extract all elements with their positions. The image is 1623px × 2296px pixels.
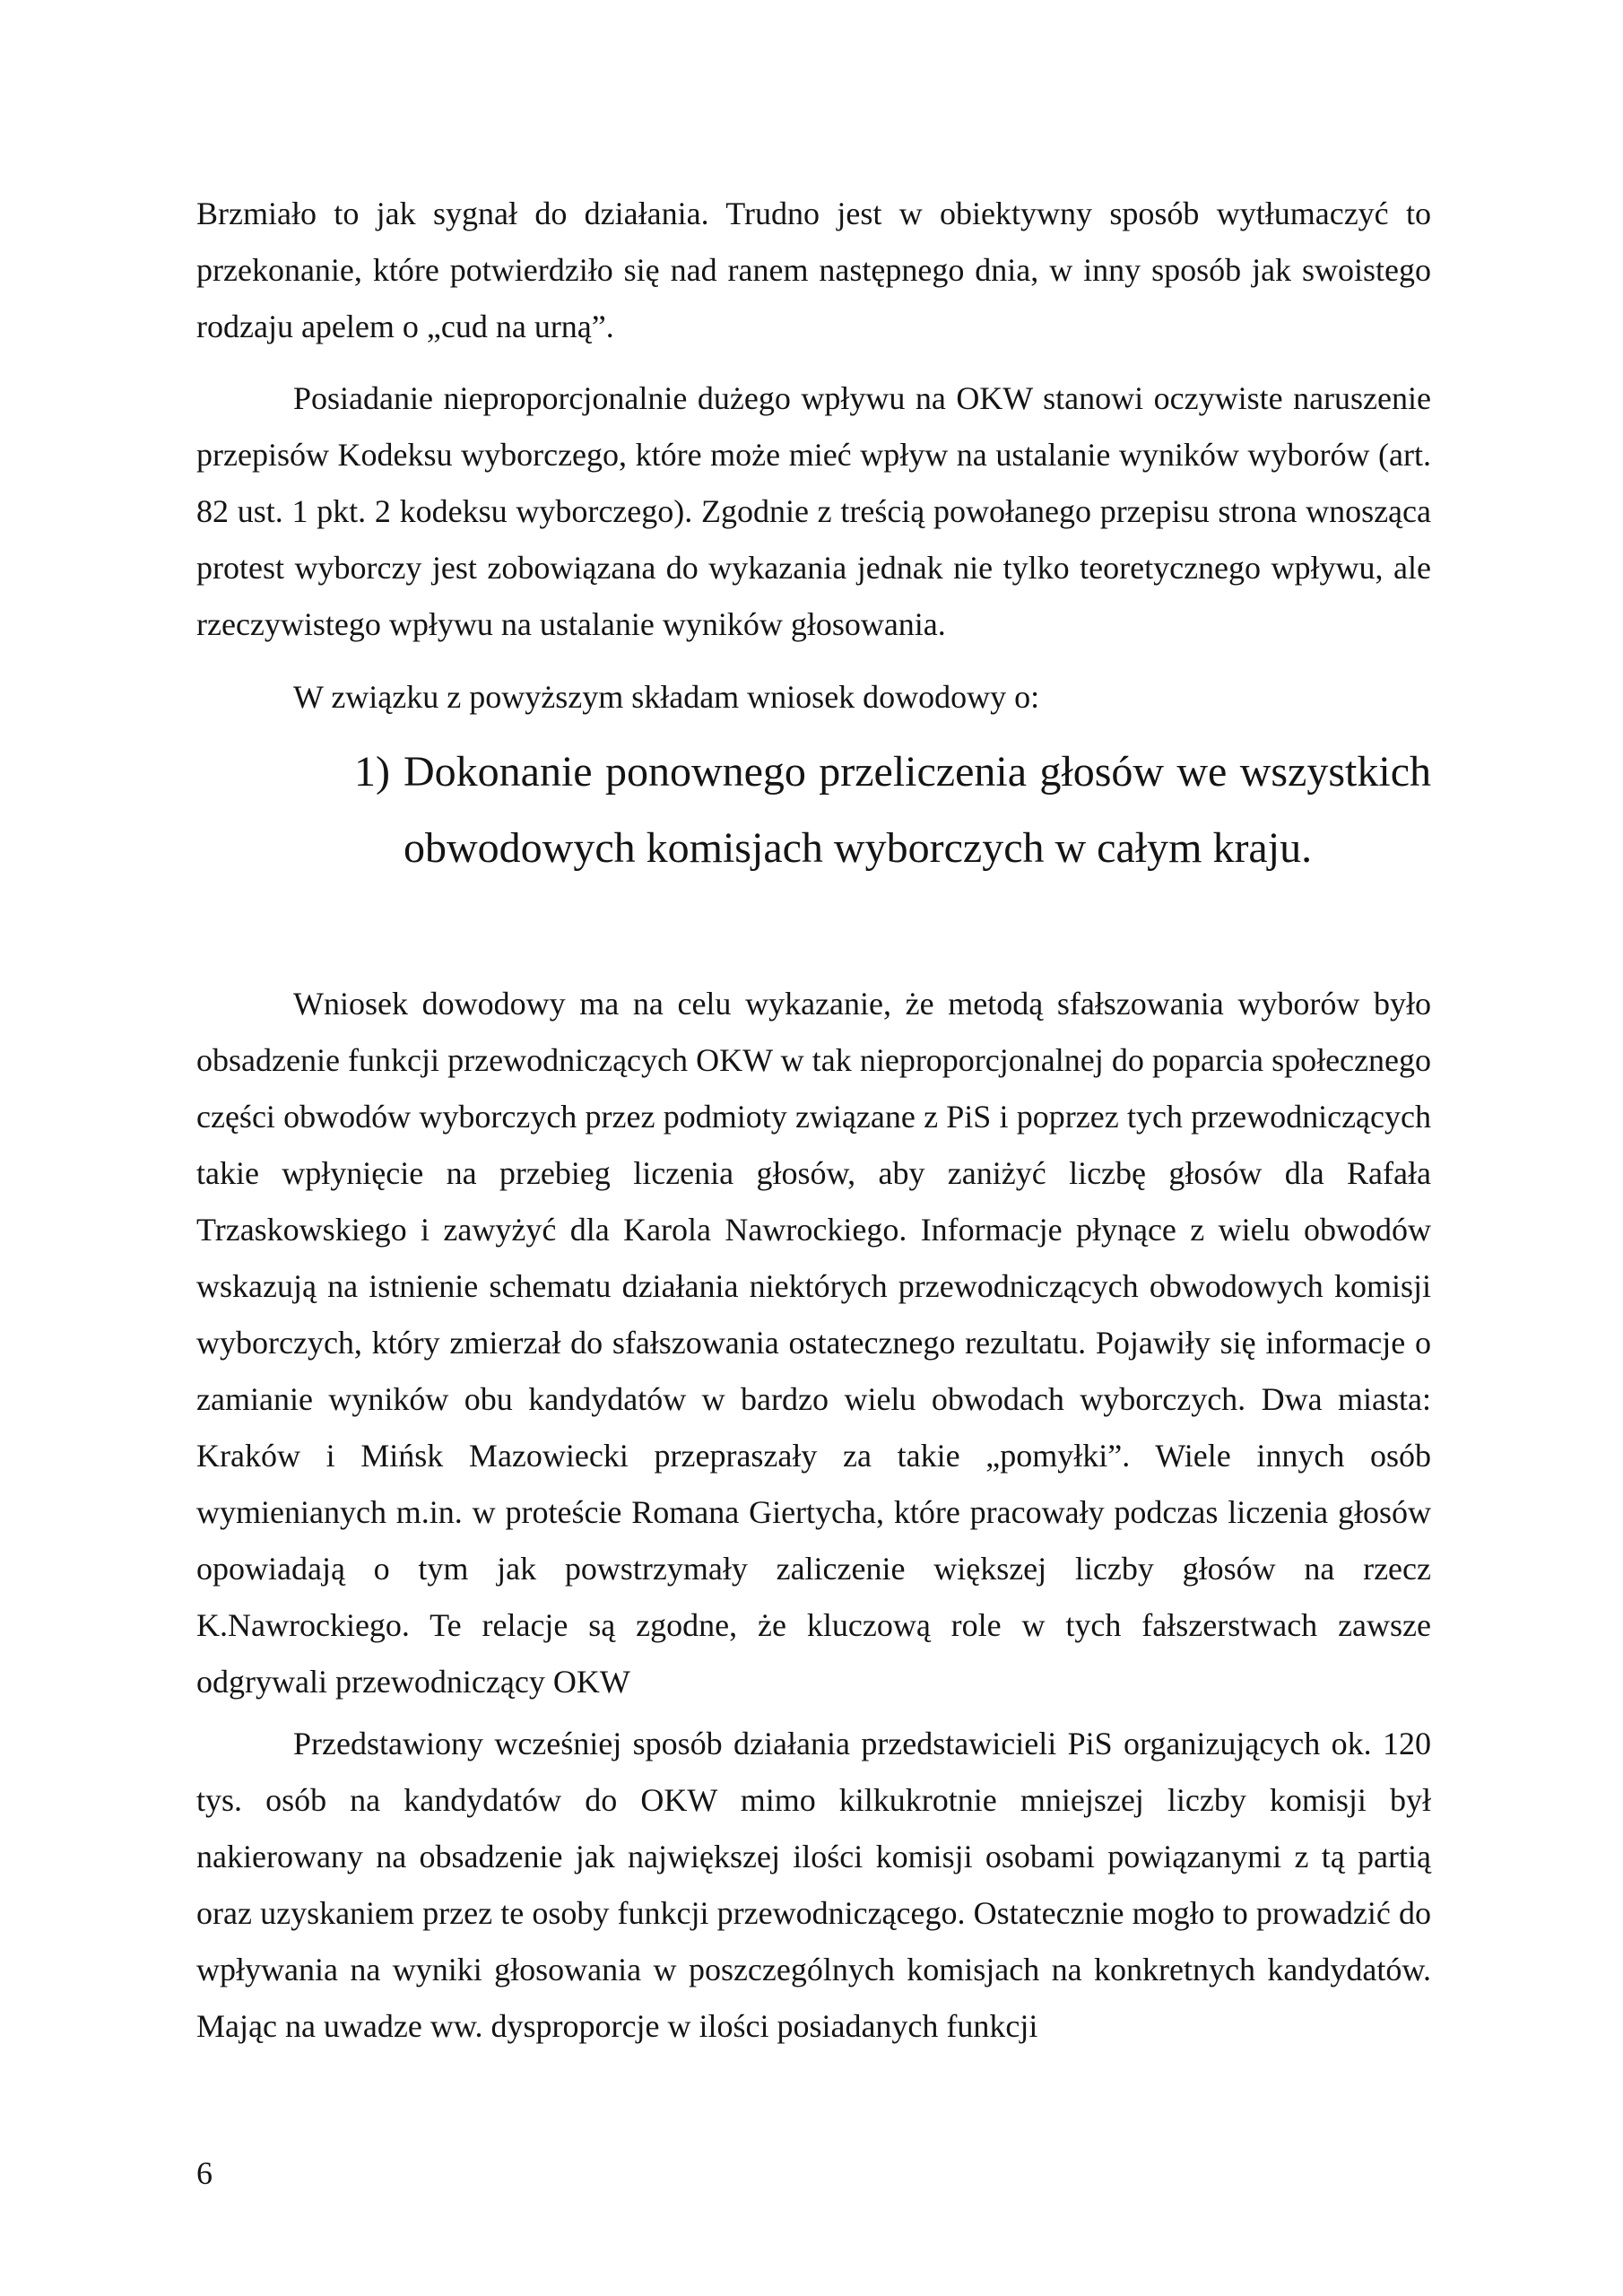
list-item-recount [354, 734, 1431, 886]
paragraph-text: Wniosek dowodowy ma na celu wykazanie, że metodą sfałszowania wyborów było obsadzenie funkcji przewodniczących OKW w tak nieproporcjonalnej do poparcia społecznego części obwodów wyborczych przez podmioty związane z PiS i poprzez tych przewodniczących takie wpłynięcie na przebieg liczenia głosów, aby zaniżyć liczbę głosów dla Rafała Trzaskowskiego i zawyżyć dla Karola Nawrockiego. Informacje płynące z wielu obwodów wskazują na istnienie schematu działania niektórych przewodniczących obwodowych komisji wyborczych, który zmierzał do sfałszowania ostatecznego rezultatu. Pojawiły się informacje o zamianie wyników obu kandydatów w bardzo wielu obwodach wyborczych. Dwa miasta: Kraków i Mińsk Mazowiecki przepraszały za takie „pomyłki”. Wiele innych osób wymienianych m.in. w proteście Romana Giertycha, które pracowały podczas liczenia głosów opowiadają o tym jak powstrzymały zaliczenie większej liczby głosów na rzecz K.Nawrockiego. Te relacje są zgodne, że kluczową role w tych fałszerstwach zawsze odgrywali przewodniczący OKW [196, 986, 1431, 1700]
paragraph-okw-influence [196, 370, 1431, 653]
paragraph-pis-method [196, 1716, 1431, 2055]
paragraph-motion-intro [196, 669, 1431, 726]
paragraph-motion-purpose [196, 976, 1431, 1710]
list-item-text: Dokonanie ponownego przeliczenia głosów we wszystkich obwodowych komisjach wyborczych w całym kraju. [404, 748, 1431, 872]
paragraph-text: W związku z powyższym składam wniosek dowodowy o: [293, 679, 1040, 715]
page-number: 6 [196, 2155, 213, 2191]
paragraph-intro [196, 186, 1431, 355]
paragraph-text: Posiadanie nieproporcjonalnie dużego wpływu na OKW stanowi oczywiste naruszenie przepisów Kodeksu wyborczego, które może mieć wpływ na ustalanie wyników wyborów (art. 82 ust. 1 pkt. 2 kodeksu wyborczego). Zgodnie z treścią powołanego przepisu strona wnosząca protest wyborczy jest zobowiązana do wykazania jednak nie tylko teoretycznego wpływu, ale rzeczywistego wpływu na ustalanie wyników głosowania. [196, 380, 1431, 642]
paragraph-text: Brzmiało to jak sygnał do działania. Trudno jest w obiektywny sposób wytłumaczyć to przekonanie, które potwierdziło się nad ranem następnego dnia, w inny sposób jak swoistego rodzaju apelem o „cud na urną”. [196, 196, 1431, 344]
paragraph-text: Przedstawiony wcześniej sposób działania przedstawicieli PiS organizujących ok. 120 tys. osób na kandydatów do OKW mimo kilkukrotnie mniejszej liczby komisji był nakierowany na obsadzenie jak największej ilości komisji osobami powiązanymi z tą partią oraz uzyskaniem przez te osoby funkcji przewodniczącego. Ostatecznie mogło to prowadzić do wpływania na wyniki głosowania w poszczególnych komisjach na konkretnych kandydatów. Mając na uwadze ww. dysproporcje w ilości posiadanych funkcji [196, 1726, 1431, 2044]
list-item-number: 1) [354, 748, 390, 796]
